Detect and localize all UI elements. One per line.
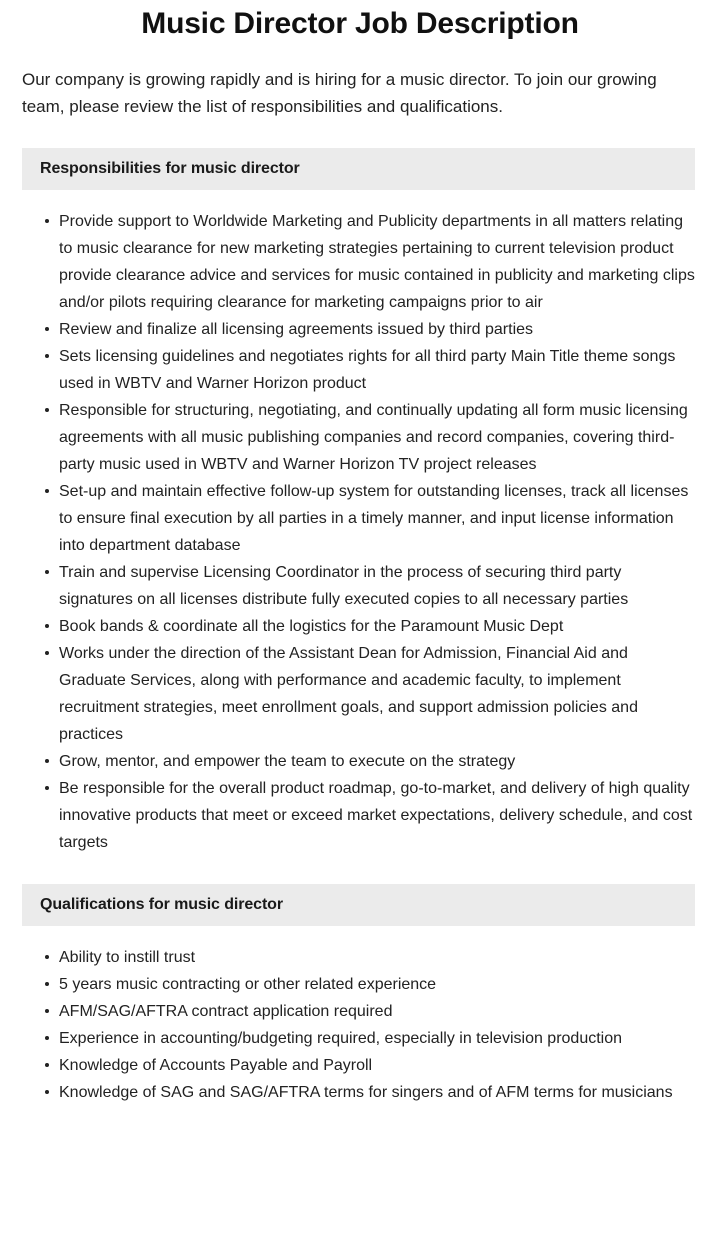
list-item-text: Be responsible for the overall product roadmap, go-to-market, and delivery of high quality innovative products that meet or exceed market expectations, delivery schedule, and cost targets [59, 780, 693, 851]
list-item-text: 5 years music contracting or other related experience [59, 976, 437, 993]
list-item-text: Review and finalize all licensing agreements issued by third parties [59, 321, 534, 338]
section-header-qualifications [22, 884, 695, 926]
responsibilities-list [0, 190, 720, 856]
list-item-text: Experience in accounting/budgeting required, especially in television production [59, 1030, 623, 1047]
bullet-icon [45, 1090, 49, 1094]
list-item-text: Knowledge of Accounts Payable and Payroll [59, 1057, 373, 1074]
page-title: Music Director Job Description [141, 7, 579, 40]
list-item-text: Sets licensing guidelines and negotiates rights for all third party Main Title theme songs used in WBTV and Warner Horizon product [59, 348, 676, 392]
bullet-icon [45, 1009, 49, 1013]
bullet-icon [45, 651, 49, 655]
bullet-icon [45, 408, 49, 412]
list-item [22, 748, 698, 775]
list-item [22, 998, 698, 1025]
list-item-text: Book bands & coordinate all the logistics for the Paramount Music Dept [59, 618, 564, 635]
bullet-icon [45, 1036, 49, 1040]
list-item-text: AFM/SAG/AFTRA contract application required [59, 1003, 393, 1020]
section-qualifications [0, 884, 720, 1106]
list-item [22, 1025, 698, 1052]
list-item-text: Provide support to Worldwide Marketing and Publicity departments in all matters relating to music clearance for new marketing strategies pertaining to current television product provide clearance advice and services for music contained in publicity and marketing clips and/or pilots requiring clearance for marketing campaigns prior to air [59, 213, 695, 311]
section-heading-label: Qualifications for music director [40, 896, 283, 913]
bullet-icon [45, 955, 49, 959]
list-item [22, 971, 698, 998]
list-item [22, 316, 698, 343]
list-item [22, 208, 698, 316]
bullet-icon [45, 489, 49, 493]
list-item [22, 397, 698, 478]
list-item-text: Grow, mentor, and empower the team to execute on the strategy [59, 753, 516, 770]
qualifications-list [0, 926, 720, 1106]
list-item [22, 1052, 698, 1079]
bullet-icon [45, 1063, 49, 1067]
bullet-icon [45, 570, 49, 574]
bullet-icon [45, 759, 49, 763]
page-bottom-spacer [0, 1106, 720, 1146]
list-item [22, 640, 698, 748]
list-item [22, 478, 698, 559]
bullet-icon [45, 982, 49, 986]
list-item [22, 1079, 698, 1106]
list-item [22, 775, 698, 856]
list-item-text: Ability to instill trust [59, 949, 196, 966]
section-header-responsibilities [22, 148, 695, 190]
bullet-icon [45, 786, 49, 790]
bullet-icon [45, 219, 49, 223]
list-item-text: Knowledge of SAG and SAG/AFTRA terms for singers and of AFM terms for musicians [59, 1084, 673, 1101]
bullet-icon [45, 327, 49, 331]
list-item-text: Works under the direction of the Assistant Dean for Admission, Financial Aid and Graduate Services, along with performance and academic faculty, to implement recruitment strategies, meet enrollment goals, and support admission policies and practices [59, 645, 638, 743]
list-item [22, 613, 698, 640]
bullet-icon [45, 354, 49, 358]
intro-paragraph: Our company is growing rapidly and is hiring for a music director. To join our growing team, please review the list of responsibilities and qualifications. [22, 70, 657, 116]
section-heading-label: Responsibilities for music director [40, 160, 300, 177]
list-item-text: Set-up and maintain effective follow-up system for outstanding licenses, track all licenses to ensure final execution by all parties in a timely manner, and input license information into department database [59, 483, 689, 554]
list-item-text: Responsible for structuring, negotiating, and continually updating all form music licensing agreements with all music publishing companies and record companies, covering third-party music used in WBTV and Warner Horizon TV project releases [59, 402, 688, 473]
section-responsibilities [0, 148, 720, 856]
bullet-icon [45, 624, 49, 628]
list-item [22, 343, 698, 397]
list-item-text: Train and supervise Licensing Coordinator in the process of securing third party signatures on all licenses distribute fully executed copies to all necessary parties [59, 564, 629, 608]
list-item [22, 559, 698, 613]
list-item [22, 944, 698, 971]
